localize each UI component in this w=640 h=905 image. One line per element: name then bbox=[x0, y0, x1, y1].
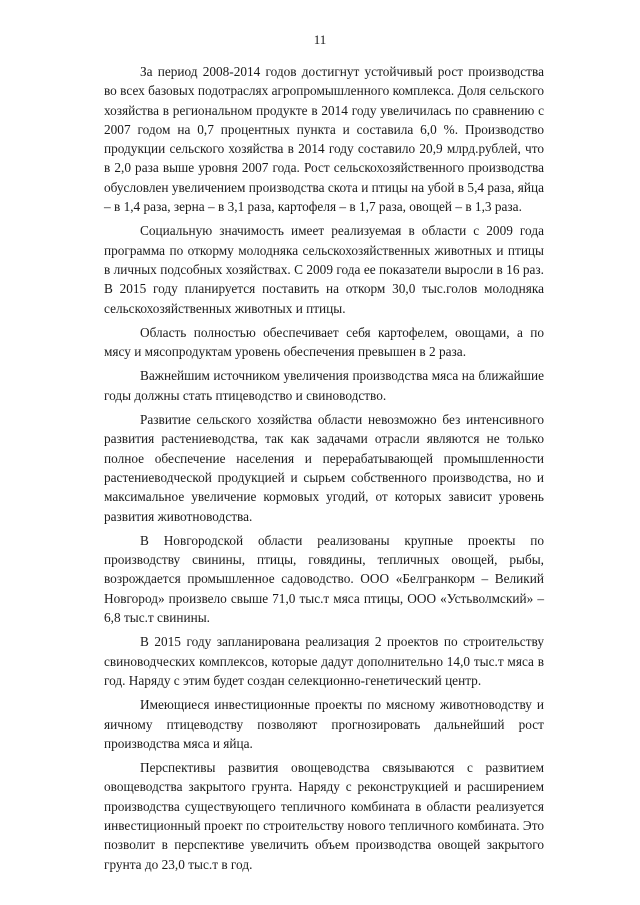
paragraph-investment-projects: Имеющиеся инвестиционные проекты по мясному животноводству и яичному птицеводству позволяют прогнозировать дальнейший рост производства мяса и яйца. bbox=[104, 697, 544, 751]
paragraph-meat-sources: Важнейшим источником увеличения производства мяса на ближайшие годы должны стать птицеводство и свиноводство. bbox=[104, 368, 544, 403]
paragraph-self-sufficiency: Область полностью обеспечивает себя картофелем, овощами, а по мясу и мясопродуктам уровень обеспечения превышен в 2 раза. bbox=[104, 324, 544, 360]
paragraph-greenhouse-vegetables: Перспективы развития овощеводства связываются с развитием овощеводства закрытого грунта. Наряду с реконструкцией и расширением производства существующего тепличного комбината в области реализуется инвестиционный проект по строительству нового тепличного комбината. Это позволит в перспективе увеличить объем производства овощей закрытого грунта до 23,0 тыс.т в год. bbox=[104, 760, 544, 872]
paragraph-crop-development: Развитие сельского хозяйства области невозможно без интенсивного развития растениеводства, так как задачами отрасли являются не только полное обеспечение населения и перерабатывающей промышленности растениеводческой продукцией и сырьем собственного производства, но и максимальное увеличение кормовых угодий, от которых зависит уровень развития животноводства. bbox=[104, 412, 544, 524]
paragraph-youngstock-program: Социальную значимость имеет реализуемая в области с 2009 года программа по откорму молодняка сельскохозяйственных животных и птицы в личных подсобных хозяйствах. С 2009 года ее показатели выросли в 16 раз. В 2015 году планируется поставить на откорм 30,0 тыс.голов молодняка сельскохозяйственных животных и птицы. bbox=[104, 223, 544, 316]
paragraph-production-growth: За период 2008-2014 годов достигнут устойчивый рост производства во всех базовых подотраслях агропромышленного комплекса. Доля сельского хозяйства в региональном продукте в 2014 году увеличилась по сравнению с 2007 годом на 0,7 процентных пункта и составила 6,0 %. Производство продукции сельского хозяйства в 2014 году составило 20,9 млрд.рублей, что в 2,0 раза выше уровня 2007 года. Рост сельскохозяйственного производства обусловлен увеличением производства скота и птицы на убой в 5,4 раза, яйца – в 1,4 раза, зерна – в 3,1 раза, картофеля – в 1,7 раза, овощей – в 1,3 раза. bbox=[104, 64, 544, 215]
paragraph-major-projects: В Новгородской области реализованы крупные проекты по производству свинины, птицы, говядины, тепличных овощей, рыбы, возрождается промышленное садоводство. ООО «Белгранкорм – Великий Новгород» произвело свыше 71,0 тыс.т мяса птицы, ООО «Устьволмский» – 6,8 тыс.т свинины. bbox=[104, 532, 544, 626]
page-number: 11 bbox=[313, 32, 327, 47]
document-body bbox=[104, 62, 544, 874]
paragraph-pig-complexes: В 2015 году запланирована реализация 2 проектов по строительству свиноводческих комплексов, которые дадут дополнительно 14,0 тыс.т мяса в год. Наряду с этим будет создан селекционно-генетический центр. bbox=[104, 634, 544, 688]
